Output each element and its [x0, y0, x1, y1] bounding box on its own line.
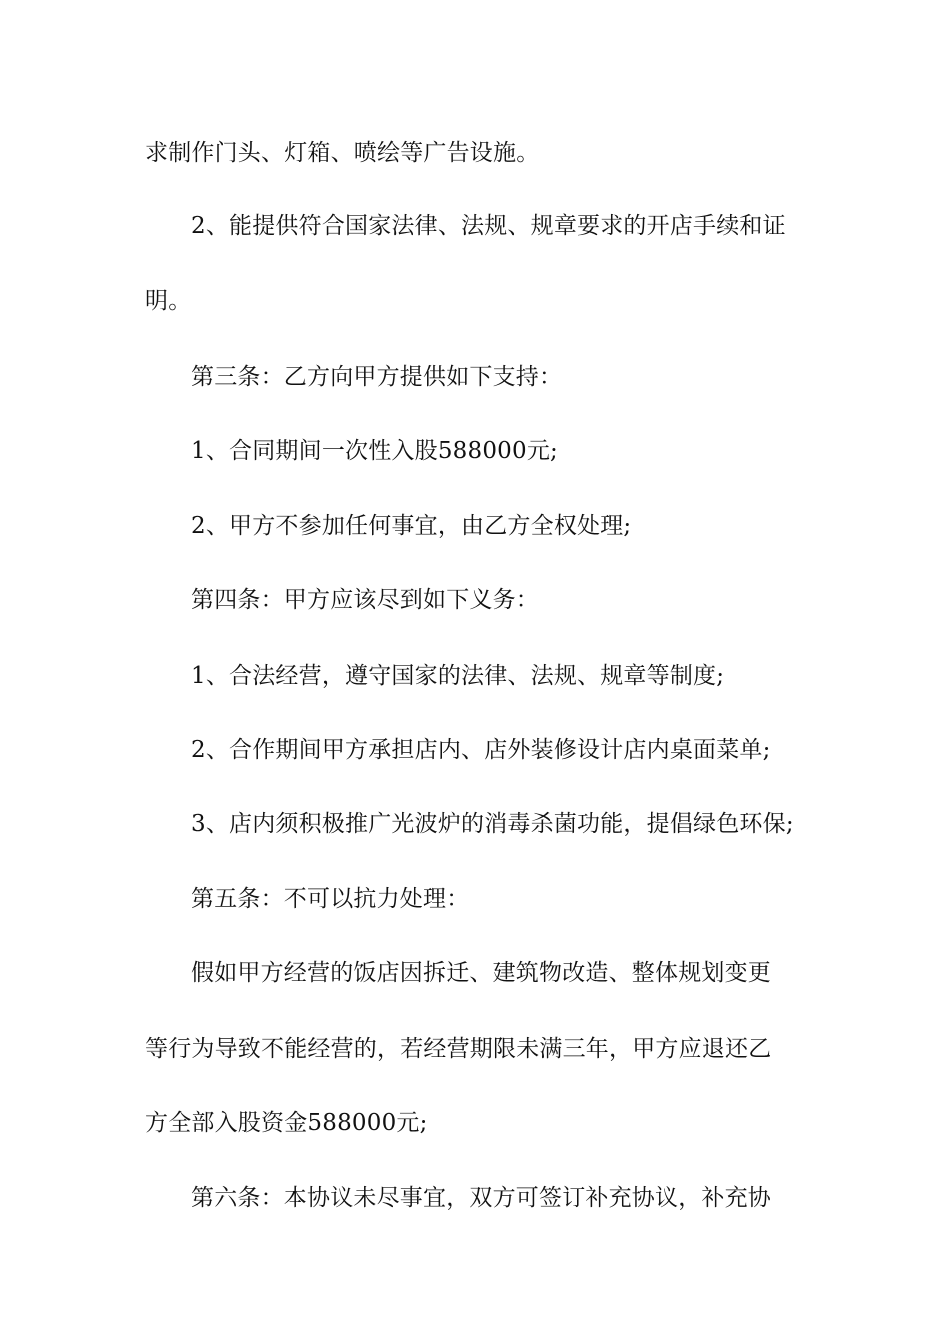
section-heading: 第五条：不可以抗力处理： [191, 886, 470, 912]
text-line: 明。 [145, 288, 192, 314]
text-line: 1、合同期间一次性入股588000元; [191, 438, 558, 464]
text-line: 2、合作期间甲方承担店内、店外装修设计店内桌面菜单; [191, 737, 771, 763]
text-line: 3、店内须积极推广光波炉的消毒杀菌功能，提倡绿色环保; [191, 811, 794, 837]
text-line: 1、合法经营，遵守国家的法律、法规、规章等制度; [191, 663, 725, 689]
section-heading: 第六条：本协议未尽事宜，双方可签订补充协议，补充协 [191, 1185, 771, 1211]
text-line: 2、甲方不参加任何事宜，由乙方全权处理; [191, 513, 632, 539]
text-line: 方全部入股资金588000元; [145, 1110, 428, 1136]
text-line: 求制作门头、灯箱、喷绘等广告设施。 [145, 140, 540, 166]
text-line: 2、能提供符合国家法律、法规、规章要求的开店手续和证 [191, 213, 786, 239]
text-line: 假如甲方经营的饭店因拆迁、建筑物改造、整体规划变更 [191, 960, 771, 986]
section-heading: 第三条：乙方向甲方提供如下支持： [191, 364, 563, 390]
text-line: 等行为导致不能经营的，若经营期限未满三年，甲方应退还乙 [145, 1036, 772, 1062]
section-heading: 第四条：甲方应该尽到如下义务： [191, 587, 539, 613]
